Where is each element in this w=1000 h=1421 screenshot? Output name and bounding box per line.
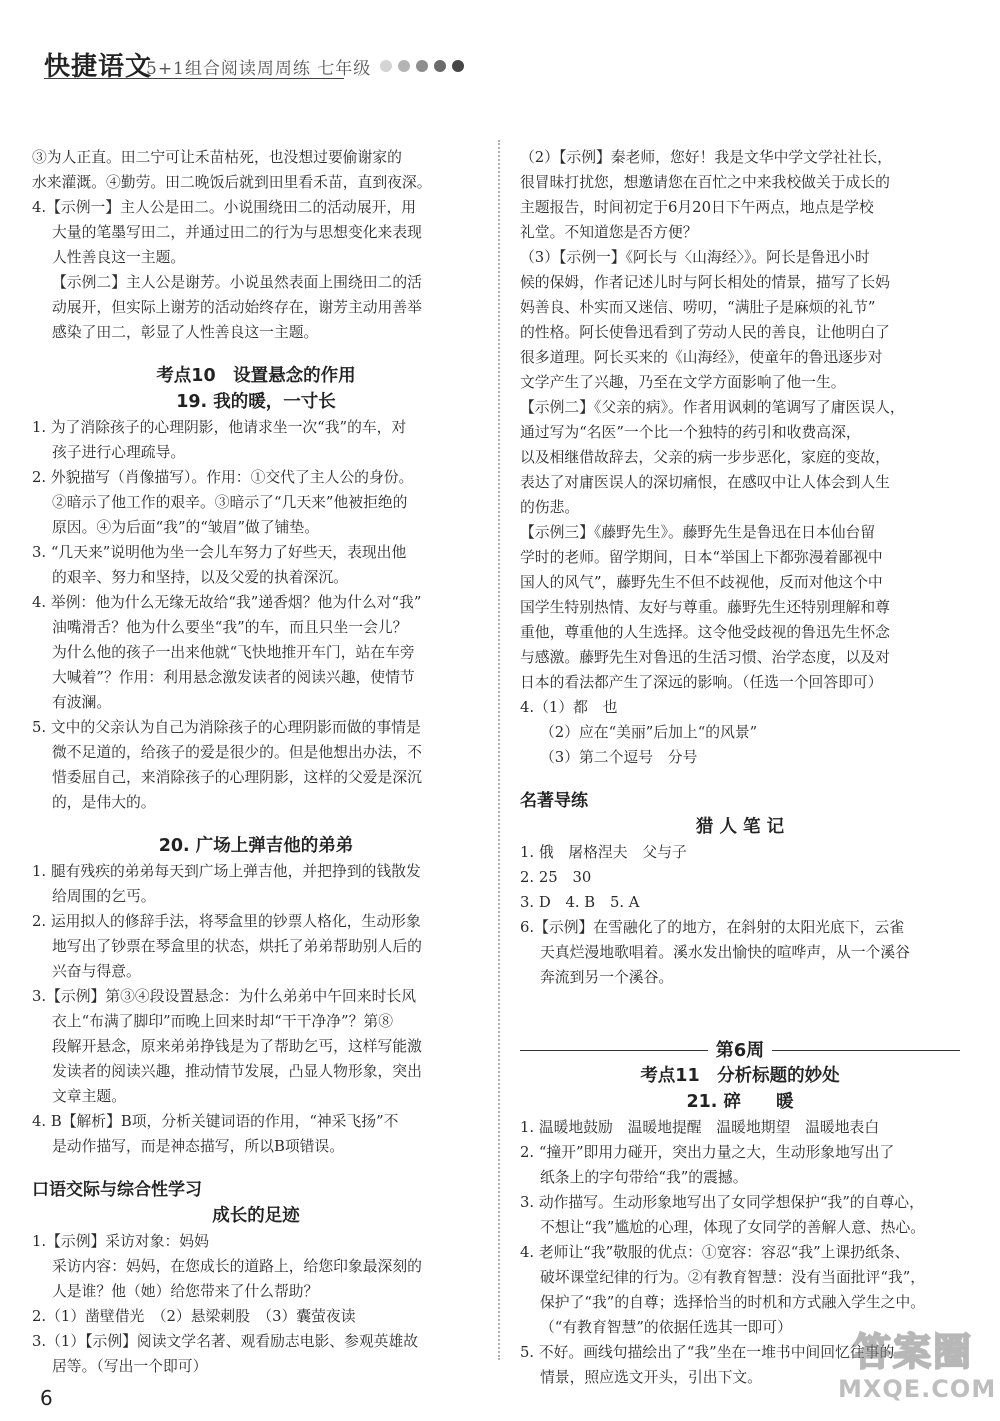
answer-line: 【示例三】《藤野先生》。藤野先生是鲁迅在日本仙台留	[520, 524, 876, 541]
answer-line: 1. 为了消除孩子的心理阴影，他请求坐一次“我”的车，对	[32, 419, 407, 436]
article-title: 猎 人 笔 记	[695, 817, 785, 837]
watermark-url: MXQE.COM	[838, 1375, 997, 1403]
answer-line: 1. 俄 屠格涅夫 父与子	[520, 844, 687, 861]
answer-line: 4.【示例一】主人公是田二。小说围绕田二的活动展开，用	[32, 199, 417, 216]
section-heading: 口语交际与综合性学习	[32, 1180, 202, 1200]
answer-line: 3.（1）【示例】阅读文学名著、观看励志电影、参观英雄故	[32, 1333, 419, 1350]
answer-line: （2）【示例】秦老师，您好！我是文华中学文学社社长，	[520, 149, 892, 166]
answer-line: 感染了田二，彰显了人性善良这一主题。	[52, 324, 319, 341]
answer-line: 的伤悲。	[520, 499, 580, 516]
header-rule	[44, 78, 344, 79]
answer-line: 纸条上的字句带给“我”的震撼。	[540, 1169, 748, 1186]
answer-line: 表达了对庸医误人的深切痛恨，在感叹中让人体会到人生	[520, 474, 890, 491]
answer-line: 主题报告，时间初定于6月20日下午两点，地点是学校	[520, 199, 874, 216]
answer-line: 地写出了钞票在琴盒里的状态，烘托了弟弟帮助别人后的	[52, 938, 422, 955]
page-number: 6	[40, 1386, 53, 1410]
decor-dot	[434, 60, 446, 72]
answer-line: 日本的看法都产生了深远的影响。（任选一个回答即可）	[520, 674, 883, 691]
answer-line: 奔流到另一个溪谷。	[540, 969, 674, 986]
header-dots	[380, 60, 464, 72]
week-banner	[520, 1038, 960, 1063]
answer-line: 油嘴滑舌？他为什么要坐“我”的车，而且只坐一会儿？	[52, 619, 408, 636]
answer-line: 2.（1）凿壁借光 （2）悬梁刺股 （3）囊萤夜读	[32, 1308, 356, 1325]
answer-line: 【示例二】《父亲的病》。作者用讽刺的笔调写了庸医误人，	[520, 399, 905, 416]
answer-line: 4. 举例：他为什么无缘无故给“我”递香烟？他为什么对“我”	[32, 594, 422, 611]
answer-line: （2）应在“美丽”后加上“的风景”	[540, 724, 758, 741]
answer-line: 3. 动作描写。生动形象地写出了女同学想保护“我”的自尊心，	[520, 1194, 924, 1211]
answer-line: 的性格。阿长使鲁迅看到了劳动人民的善良，让他明白了	[520, 324, 890, 341]
watermark-text: 答案圈	[852, 1330, 973, 1374]
answer-line: 与感激。藤野先生对鲁迅的生活习惯、治学态度，以及对	[520, 649, 890, 666]
answer-line: 4.（1）都 也	[520, 699, 618, 716]
answer-line: 段解开悬念，原来弟弟挣钱是为了帮助乞丐，这样写能激	[52, 1038, 422, 1055]
week-rule-right	[772, 1050, 960, 1051]
answer-line: 2. 外貌描写（肖像描写）。作用：①交代了主人公的身份。	[32, 469, 414, 486]
answer-line: 孩子进行心理疏导。	[52, 444, 186, 461]
answer-line: 国人的风气”，藤野先生不但不歧视他，反而对他这个中	[520, 574, 883, 591]
answer-line: 以及相继借故辞去，父亲的病一步步恶化，家庭的变故，	[520, 449, 890, 466]
answer-line: 惜委屈自己，来消除孩子的心理阴影，这样的父爱是深沉	[52, 769, 422, 786]
watermark-logo	[838, 1330, 997, 1412]
answer-line: 大喊着”？作用：利用悬念激发读者的阅读兴趣，使情节	[52, 669, 415, 686]
article-title: 19. 我的暖，一寸长	[176, 392, 336, 412]
answer-line: 采访内容：妈妈，在您成长的道路上，给您印象最深刻的	[52, 1258, 422, 1275]
answer-line: 3. “几天来”说明他为坐一会儿车努力了好些天，表现出他	[32, 544, 407, 561]
book-subtitle: 5+1组合阅读周周练 七年级	[146, 59, 372, 79]
kaodian-heading: 考点10 设置悬念的作用	[156, 366, 356, 386]
article-title: 成长的足迹	[212, 1206, 300, 1226]
article-title: 21. 碎 暖	[686, 1092, 794, 1112]
answer-line: 妈善良、朴实而又迷信、唠叨，“满肚子是麻烦的礼节”	[520, 299, 876, 316]
answer-block	[32, 415, 480, 815]
answer-line: 为什么他的孩子一出来他就“飞快地推开车门，站在车旁	[52, 644, 415, 661]
answer-line: 很冒昧打扰您，想邀请您在百忙之中来我校做关于成长的	[520, 174, 890, 191]
answer-block	[32, 145, 480, 345]
decor-dot	[380, 60, 392, 72]
answer-line: 礼堂。不知道您是否方便？	[520, 224, 698, 241]
decor-dot	[452, 60, 464, 72]
answer-line: 微不足道的，给孩子的爱是很少的。但是他想出办法，不	[52, 744, 422, 761]
answer-line: 很多道理。阿长买来的《山海经》，使童年的鲁迅逐步对	[520, 349, 883, 366]
answer-line: 有波澜。	[52, 694, 112, 711]
answer-line: 水来灌溉。④勤劳。田二晚饭后就到田里看禾苗，直到夜深。	[32, 174, 432, 191]
answer-line: 不想让“我”尴尬的心理，体现了女同学的善解人意、热心。	[540, 1219, 926, 1236]
section-heading: 名著导练	[520, 791, 588, 811]
answer-block	[32, 859, 480, 1159]
kaodian-heading: 考点11 分析标题的妙处	[640, 1066, 840, 1086]
decor-dot	[416, 60, 428, 72]
answer-line: 是动作描写，而是神态描写，所以B项错误。	[52, 1138, 345, 1155]
answer-line: 大量的笔墨写田二，并通过田二的行为与思想变化来表现	[52, 224, 422, 241]
answer-line: 兴奋与得意。	[52, 963, 141, 980]
answer-line: 国学生特别热情、友好与尊重。藤野先生还特别理解和尊	[520, 599, 890, 616]
answer-line: 人性善良这一主题。	[52, 249, 186, 266]
page-header	[44, 40, 484, 80]
answer-line: 居等。（写出一个即可）	[52, 1358, 208, 1375]
answer-line: 人是谁？他（她）给您带来了什么帮助？	[52, 1283, 319, 1300]
left-column	[32, 145, 480, 1379]
answer-line: 发读者的阅读兴趣，推动情节发展，凸显人物形象，突出	[52, 1063, 422, 1080]
answer-line: ②暗示了他工作的艰辛。③暗示了“几天来”他被拒绝的	[52, 494, 408, 511]
answer-line: 2. 25 30	[520, 869, 592, 886]
answer-line: （3）【示例一】《阿长与〈山海经〉》。阿长是鲁迅小时	[520, 249, 870, 266]
answer-line: 学时的老师。留学期间，日本“举国上下都弥漫着鄙视中	[520, 549, 883, 566]
answer-line: 重他，尊重他的人生选择。这令他受歧视的鲁迅先生怀念	[520, 624, 890, 641]
answer-line: ③为人正直。田二宁可让禾苗枯死，也没想过要偷谢家的	[32, 149, 402, 166]
answer-line: 的艰辛、努力和坚持，以及父爱的执着深沉。	[52, 569, 348, 586]
decor-dot	[398, 60, 410, 72]
answer-line: 动展开，但实际上谢芳的活动始终存在，谢芳主动用善举	[52, 299, 422, 316]
answer-line: 的，是伟大的。	[52, 794, 156, 811]
answer-line: 文章主题。	[52, 1088, 126, 1105]
answer-line: 衣上“布满了脚印”而晚上回来时却“干干净净”？第⑧	[52, 1013, 393, 1030]
answer-line: 3.【示例】第③④段设置悬念：为什么弟弟中午回来时长风	[32, 988, 417, 1005]
answer-line: 3. D 4. B 5. A	[520, 894, 640, 911]
answer-line: 2. “撞开”即用力碰开，突出力量之大，生动形象地写出了	[520, 1144, 895, 1161]
answer-line: 候的保姆，作者记述儿时与阿长相处的情景，描写了长妈	[520, 274, 890, 291]
column-divider	[498, 140, 500, 1360]
answer-line: 4. 老师让“我”敬服的优点：①宽容：容忍“我”上课扔纸条、	[520, 1244, 910, 1261]
article-title: 20. 广场上弹吉他的弟弟	[158, 836, 354, 856]
answer-block	[520, 840, 960, 990]
answer-line: 1. 温暖地鼓励 温暖地提醒 温暖地期望 温暖地表白	[520, 1119, 880, 1136]
answer-line: 破坏课堂纪律的行为。②有教育智慧：没有当面批评“我”，	[540, 1269, 926, 1286]
right-column	[520, 145, 960, 1390]
week-label: 第6周	[715, 1040, 765, 1061]
answer-line: 5. 文中的父亲认为自己为消除孩子的心理阴影而做的事情是	[32, 719, 421, 736]
answer-block	[520, 145, 960, 770]
answer-line: 情景，照应选文开头，引出下文。	[540, 1369, 762, 1386]
answer-line: 给周围的乞丐。	[52, 888, 156, 905]
answer-line: 文学产生了兴趣，乃至在文学方面影响了他一生。	[520, 374, 846, 391]
answer-line: 通过写为“名医”一个比一个独特的药引和收费高深，	[520, 424, 861, 441]
answer-line: 1. 腿有残疾的弟弟每天到广场上弹吉他，并把挣到的钱散发	[32, 863, 421, 880]
answer-line: 原因。④为后面“我”的“皱眉”做了铺垫。	[52, 519, 320, 536]
answer-line: 天真烂漫地歌唱着。溪水发出愉快的喧哗声，从一个溪谷	[540, 944, 910, 961]
answer-line: （“有教育智慧”的依据任选其一即可）	[540, 1319, 792, 1336]
answer-line: 1.【示例】采访对象：妈妈	[32, 1233, 209, 1250]
week-rule-left	[520, 1050, 708, 1051]
answer-line: 【示例二】主人公是谢芳。小说虽然表面上围绕田二的活	[52, 274, 422, 291]
answer-line: 6.【示例】在雪融化了的地方，在斜射的太阳光底下，云雀	[520, 919, 905, 936]
answer-line: 4. B【解析】B项，分析关键词语的作用，“神采飞扬”不	[32, 1113, 399, 1130]
brand-title: 快捷语文	[44, 52, 153, 82]
answer-line: 5. 不好。画线句描绘出了“我”坐在一堆书中间回忆往事的	[520, 1344, 895, 1361]
answer-line: 保护了“我”的自尊；选择恰当的时机和方式融入学生之中。	[540, 1294, 926, 1311]
answer-block	[32, 1229, 480, 1379]
answer-line: （3）第二个逗号 分号	[540, 749, 698, 766]
answer-line: 2. 运用拟人的修辞手法，将琴盒里的钞票人格化，生动形象	[32, 913, 421, 930]
